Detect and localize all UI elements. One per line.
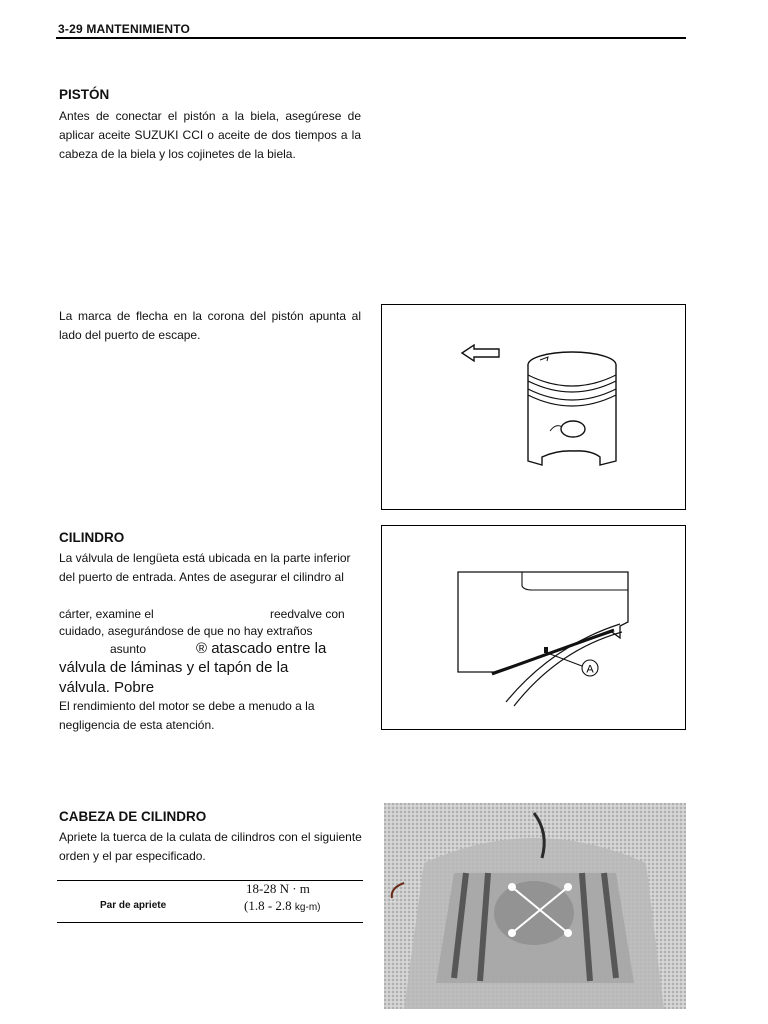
- page-header-title: 3-29 MANTENIMIENTO: [58, 22, 191, 36]
- piston-drawing: [382, 305, 685, 509]
- cilindro-text-line5: válvula de láminas y el tapón de la: [59, 659, 289, 676]
- cilindro-text-line7: El rendimiento del motor se debe a menudo a la negligencia de esta atención.: [59, 699, 315, 732]
- cabeza-heading: CABEZA DE CILINDRO: [59, 809, 207, 824]
- spec-label: Par de apriete: [100, 900, 167, 911]
- cilindro-text-line6: válvula. Pobre: [59, 679, 155, 696]
- piston-figure: [381, 304, 686, 510]
- reed-valve-drawing: [382, 526, 685, 729]
- cilindro-text-line4b: ® atascado entre la: [196, 640, 327, 657]
- piston-heading: PISTÓN: [59, 87, 110, 102]
- spec-table-top-rule: [57, 880, 363, 881]
- spec-value-kgm-number: (1.8 - 2.8: [244, 898, 295, 913]
- cabeza-paragraph: Apriete la tuerca de la culata de cilindros con el siguiente orden y el par especificado.: [59, 830, 362, 863]
- spec-value-nm: 18-28 N · m: [246, 881, 310, 896]
- cylinder-head-photo-drawing: [384, 803, 686, 1009]
- piston-paragraph: Antes de conectar el pistón a la biela, asegúrese de aplicar aceite SUZUKI CCI o aceite de dos tiempos a la cabeza de la biela y los cojinetes de la biela.: [59, 109, 361, 161]
- cilindro-text-line2b: reedvalve con: [270, 607, 345, 621]
- cilindro-text-line3: cuidado, asegurándose de que no hay extraños: [59, 624, 313, 638]
- cilindro-text-line2a: cárter, examine el: [59, 607, 154, 621]
- cilindro-heading: CILINDRO: [59, 530, 125, 545]
- spec-value-kgm: [244, 898, 320, 914]
- cylinder-head-photo: [384, 803, 686, 1009]
- reed-valve-figure: [381, 525, 686, 730]
- spec-table-bottom-rule: [57, 922, 363, 923]
- piston-arrow-note: La marca de flecha en la corona del pistón apunta al lado del puerto de escape.: [59, 309, 361, 342]
- cilindro-text-line1: La válvula de lengüeta está ubicada en la parte inferior del puerto de entrada. Antes de asegurar el cilindro al: [59, 551, 351, 584]
- spec-value-kgm-unit: kg-m): [294, 902, 321, 913]
- callout-a-label: A: [586, 663, 594, 676]
- cilindro-text-line4a: asunto: [110, 642, 147, 656]
- header-rule: [56, 37, 686, 39]
- cilindro-text-line4: [110, 640, 370, 659]
- exhaust-arrow-icon: [462, 345, 499, 361]
